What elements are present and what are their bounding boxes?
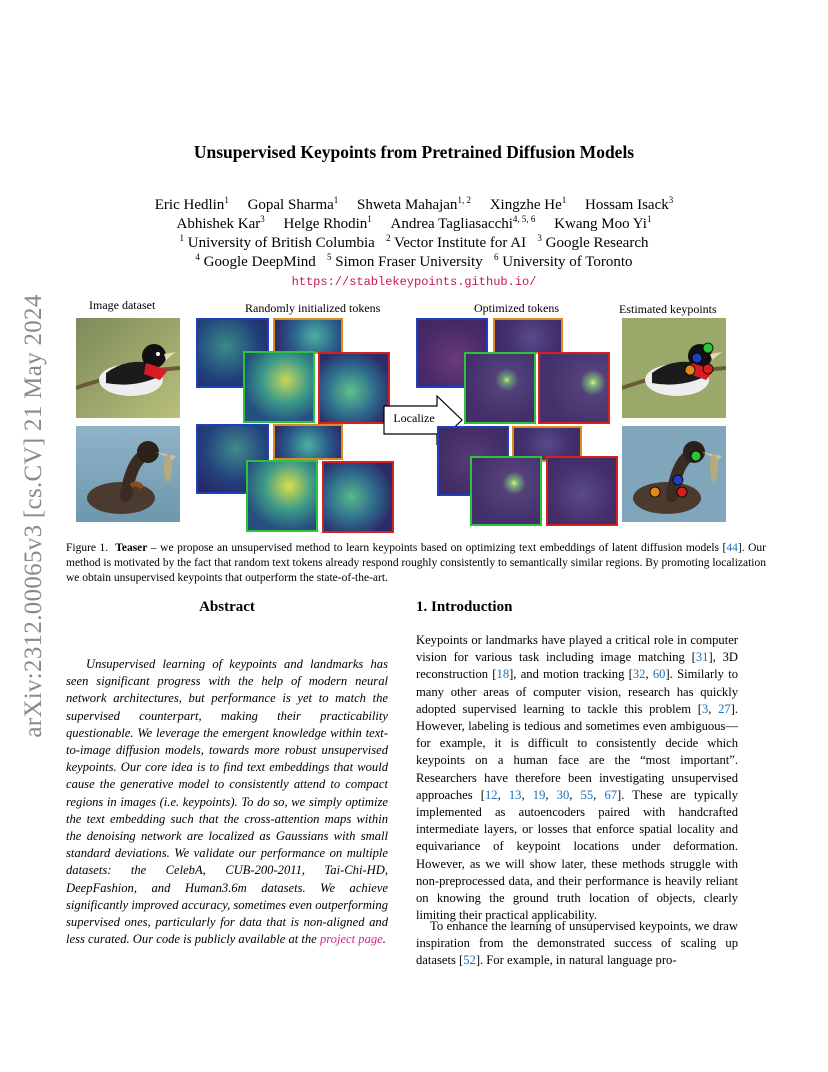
random-map-red-bottom [322, 461, 394, 533]
keypoint-orange [650, 487, 660, 497]
grebe-photo [76, 426, 180, 522]
citation-link[interactable]: 60 [652, 667, 666, 682]
localize-label: Localize [393, 411, 435, 425]
random-map-red-top [318, 352, 390, 424]
author-name: Shweta Mahajan [357, 197, 458, 213]
random-map-orange-top [273, 318, 343, 354]
paragraph-text: , [593, 787, 605, 802]
abstract-text: Unsupervised learning of keypoints and landmarks has seen significant progress with the help of modern neural network architectures, but performance is yet to match the supervised counterpart, making their practicability questionable. We leverage the emergent knowledge within text-to-image diffusion models, towards more robust unsupervised keypoints. Our core idea is to find text embeddings that would cause the generative model to consistently attend to compact regions in images (i.e. keypoints). To do so, we simply optimize the text embedding such that the cross-attention maps within the denoising network are localized as Gaussians with small standard deviations. We validate our performance on multiple datasets: the CelebA, CUB-200-2011, Tai-Chi-HD, DeepFashion, and Human3.6m datasets. We achieve significantly improved accuracy, sometimes even outperforming supervised ones, particularly for data that is non-aligned and less curated. Our code is publicly available at the [66, 657, 389, 947]
paragraph-text: , [645, 667, 653, 682]
author-name: Eric Hedlin [154, 197, 225, 213]
affiliation-mark: 3 [537, 233, 542, 243]
citation-link[interactable]: 13 [508, 787, 522, 802]
authors-line-1 [0, 195, 828, 214]
citation-link[interactable]: 3 [701, 701, 709, 716]
affiliation-name: University of Toronto [498, 254, 633, 270]
arxiv-id: arXiv:2312.00065v3 [cs.CV] 21 May 2024 [20, 294, 47, 738]
affiliations-line-1 [0, 233, 828, 252]
affiliation-name: Google Research [541, 235, 649, 251]
keypoint-orange [685, 365, 695, 375]
opt-map-green-top [464, 352, 536, 424]
paragraph-text: , [569, 787, 581, 802]
citation-link[interactable]: 32 [632, 667, 646, 682]
caption-text-1: – we propose an unsupervised method to learn keypoints based on optimizing text embeddings of latent diffusion models [ [147, 542, 727, 554]
citation-link[interactable]: 44 [726, 542, 738, 554]
affiliation-mark: 2 [386, 233, 391, 243]
keypoint-green [691, 451, 701, 461]
paragraph-text: , [708, 701, 719, 716]
abstract-body [66, 656, 388, 948]
paragraph-text: ]. For example, in natural language pro- [475, 953, 677, 968]
author-affiliation-mark: 3 [668, 195, 674, 205]
author-affiliation-mark: 1 [224, 195, 229, 205]
citation-link[interactable]: 52 [463, 953, 476, 968]
affiliation-name: Google DeepMind [199, 254, 316, 270]
author-affiliation-mark: 1, 2 [457, 195, 471, 205]
opt-map-red-top [538, 352, 610, 424]
author-affiliation-mark: 1 [646, 214, 652, 224]
paragraph-text: ], 3D reconstruction [ [416, 650, 738, 682]
grebe-keypoints-photo [622, 426, 726, 522]
caption-label: Figure 1. [66, 542, 109, 554]
citation-link[interactable]: 67 [604, 787, 618, 802]
arxiv-sidebar [14, 266, 54, 766]
caption-text-2: ]. Our method is motivated by the fact that random text tokens already respond roughly consistently to semantically similar regions. By promoting localization we obtain unsupervised keypoints that outperform the state-of-the-art. [66, 542, 767, 584]
random-map-green-top [243, 351, 315, 423]
author-affiliation-mark: 4, 5, 6 [512, 214, 536, 224]
project-page-link[interactable]: project page [319, 932, 383, 947]
paragraph-text: , [521, 787, 533, 802]
paragraph-text: Keypoints or landmarks have played a critical role in computer vision for various task including image matching [ [416, 633, 738, 665]
introduction-heading: 1. Introduction [416, 599, 513, 615]
label-image-dataset: Image dataset [89, 298, 156, 312]
paragraph-text: ]. These are typically implemented as autoencoders paired with handcrafted intermediate layers, or losses that enforce spatial locality and equivariance of keypoint locations under deformation. However, as we will show later, these methods struggle with non-preprocessed data, and their performance is heavily reliant on knowing the ground truth location of objects, clearly limiting their practical applicability. [416, 787, 739, 923]
keypoint-green [703, 343, 713, 353]
teaser-figure [66, 296, 766, 536]
caption-bold: Teaser [115, 542, 148, 554]
affiliation-mark: 5 [326, 252, 332, 262]
affiliation-mark: 4 [195, 252, 200, 262]
citation-link[interactable]: 18 [496, 667, 510, 682]
citation-link[interactable]: 55 [580, 787, 594, 802]
label-optimized-tokens: Optimized tokens [474, 301, 559, 315]
keypoint-red [703, 364, 713, 374]
bird-photo [76, 318, 180, 418]
affiliation-mark: 1 [179, 233, 184, 243]
paragraph-text: ], and motion tracking [ [509, 667, 633, 682]
random-map-green-bottom [246, 460, 318, 532]
project-url-link[interactable]: https://stablekeypoints.github.io/ [291, 275, 537, 289]
keypoint-blue [673, 475, 683, 485]
intro-paragraph-2 [416, 918, 738, 970]
random-map-orange-bottom [273, 424, 343, 460]
author-name: Gopal Sharma [247, 197, 334, 213]
paragraph-text: , [497, 787, 509, 802]
opt-map-red-bottom [546, 456, 618, 526]
opt-map-orange-top [493, 318, 563, 354]
affiliation-mark: 6 [493, 252, 499, 262]
keypoint-red [677, 487, 687, 497]
label-random-tokens: Randomly initialized tokens [245, 301, 381, 315]
keypoint-blue [692, 353, 702, 363]
citation-link[interactable]: 30 [556, 787, 570, 802]
citation-link[interactable]: 12 [484, 787, 498, 802]
paragraph-text: ]. Similarly to many other areas of computer vision, research has quickly adopted supervised learning to tackle this problem [ [416, 667, 739, 716]
affiliations-line-2 [0, 252, 828, 271]
citation-link[interactable]: 31 [695, 650, 709, 665]
paper-title: Unsupervised Keypoints from Pretrained Diffusion Models [193, 142, 635, 162]
author-affiliation-mark: 3 [260, 214, 265, 224]
intro-paragraph-1 [416, 632, 738, 924]
label-estimated-keypoints: Estimated keypoints [619, 302, 717, 316]
bird-keypoints-photo [622, 318, 726, 418]
opt-map-green-bottom [470, 456, 542, 526]
author-name: Hossam Isack [585, 197, 669, 213]
paragraph-text: ]. However, labeling is tedious and sometimes even ambiguous—for example, it is difficult to consistently decide which keypoints on a human face are the “most important”. Researchers have therefore been investigating unsupervised approaches [ [416, 701, 739, 802]
authors-line-2 [0, 214, 828, 233]
author-name: Kwang Moo Yi [554, 216, 647, 232]
affiliation-name: Vector Institute for AI [390, 235, 527, 251]
paragraph-text: , [545, 787, 557, 802]
author-affiliation-mark: 1 [367, 214, 372, 224]
affiliation-name: University of British Columbia [184, 235, 375, 251]
figure-caption [66, 541, 766, 586]
author-name: Helge Rhodin [283, 216, 368, 232]
author-affiliation-mark: 1 [333, 195, 339, 205]
author-name: Abhishek Kar [176, 216, 261, 232]
affiliation-name: Simon Fraser University [331, 254, 483, 270]
paragraph-text: To enhance the learning of unsupervised keypoints, we draw inspiration from the demonstrated success of scaling up datasets [ [416, 919, 738, 968]
citation-link[interactable]: 27 [718, 701, 731, 716]
author-name: Andrea Tagliasacchi [390, 216, 513, 232]
author-name: Xingzhe He [489, 197, 562, 213]
author-affiliation-mark: 1 [561, 195, 567, 205]
citation-link[interactable]: 19 [532, 787, 546, 802]
abstract-end: . [382, 932, 386, 947]
abstract-heading: Abstract [199, 599, 255, 615]
